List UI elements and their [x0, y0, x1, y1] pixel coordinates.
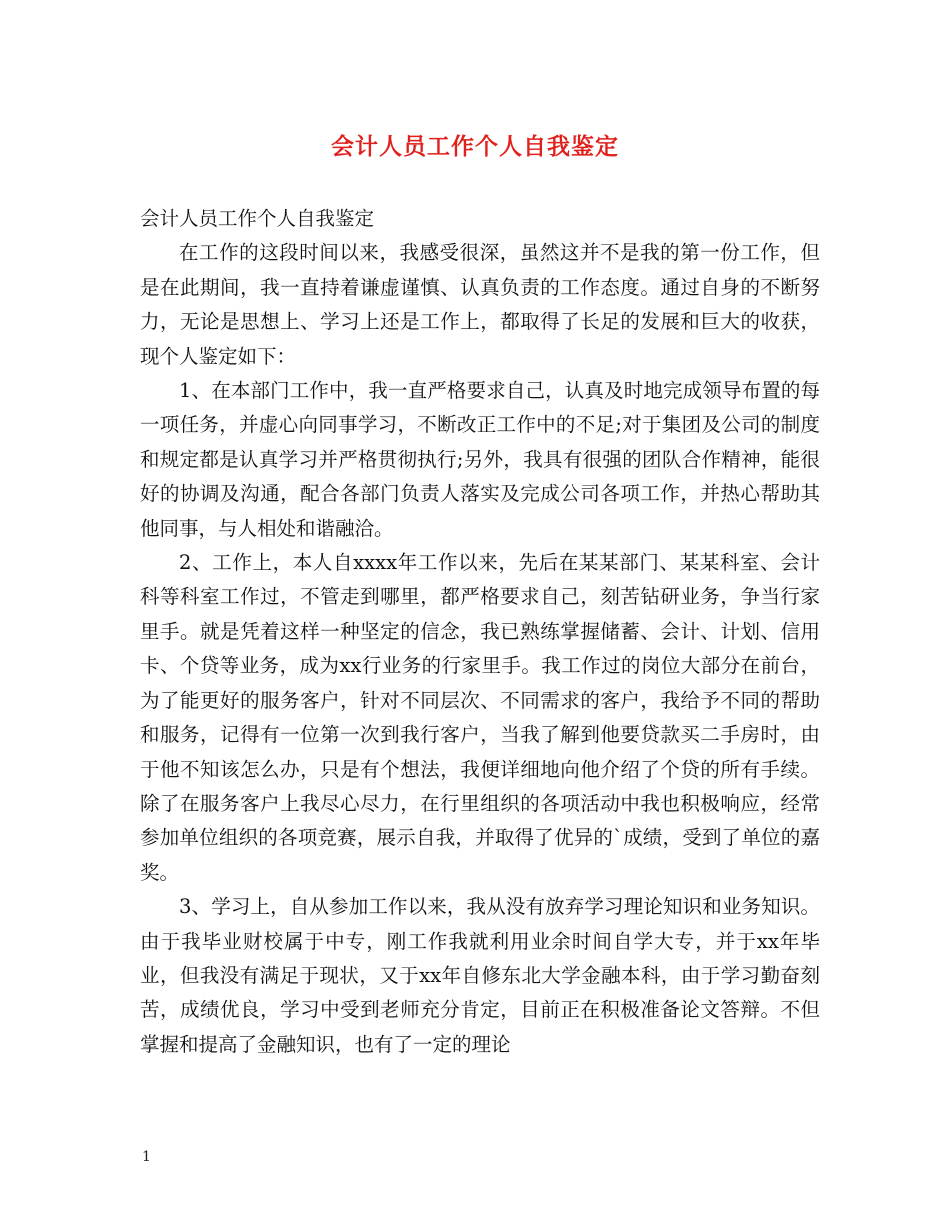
page-number: 1 — [142, 1149, 151, 1165]
document-subtitle: 会计人员工作个人自我鉴定 — [140, 207, 375, 230]
document-title: 会计人员工作个人自我鉴定 — [331, 134, 619, 160]
paragraph-intro: 在工作的这段时间以来，我感受很深，虽然这并不是我的第一份工作，但是在此期间，我一直持着谦虚谨慎、认真负责的工作态度。通过自身的不断努力，无论是思想上、学习上还是工作上，都取得了长足的发展和巨大的收获，现个人鉴定如下： — [140, 241, 820, 368]
paragraph-1: 1、在本部门工作中，我一直严格要求自己，认真及时地完成领导布置的每一项任务，并虚心向同事学习，不断改正工作中的不足;对于集团及公司的制度和规定都是认真学习并严格贯彻执行;另外，我具有很强的团队合作精神，能很好的协调及沟通，配合各部门负责人落实及完成公司各项工作，并热心帮助其他同事，与人相处和谐融洽。 — [140, 379, 820, 540]
document-body — [140, 202, 820, 1062]
paragraph-2: 2、工作上，本人自xxxx年工作以来，先后在某某部门、某某科室、会计科等科室工作过，不管走到哪里，都严格要求自己，刻苦钻研业务，争当行家里手。就是凭着这样一种坚定的信念，我已熟练掌握储蓄、会计、计划、信用卡、个贷等业务，成为xx行业务的行家里手。我工作过的岗位大部分在前台，为了能更好的服务客户，针对不同层次、不同需求的客户，我给予不同的帮助和服务，记得有一位第一次到我行客户，当我了解到他要贷款买二手房时，由于他不知该怎么办，只是有个想法，我便详细地向他介绍了个贷的所有手续。除了在服务客户上我尽心尽力，在行里组织的各项活动中我也积极响应，经常参加单位组织的各项竞赛，展示自我，并取得了优异的`成绩，受到了单位的嘉奖。 — [140, 551, 820, 884]
paragraph-3: 3、学习上，自从参加工作以来，我从没有放弃学习理论知识和业务知识。由于我毕业财校属于中专，刚工作我就利用业余时间自学大专，并于xx年毕业，但我没有满足于现状，又于xx年自修东北大学金融本科，由于学习勤奋刻苦，成绩优良，学习中受到老师充分肯定，目前正在积极准备论文答辩。不但掌握和提高了金融知识，也有了一定的理论 — [140, 895, 820, 1056]
